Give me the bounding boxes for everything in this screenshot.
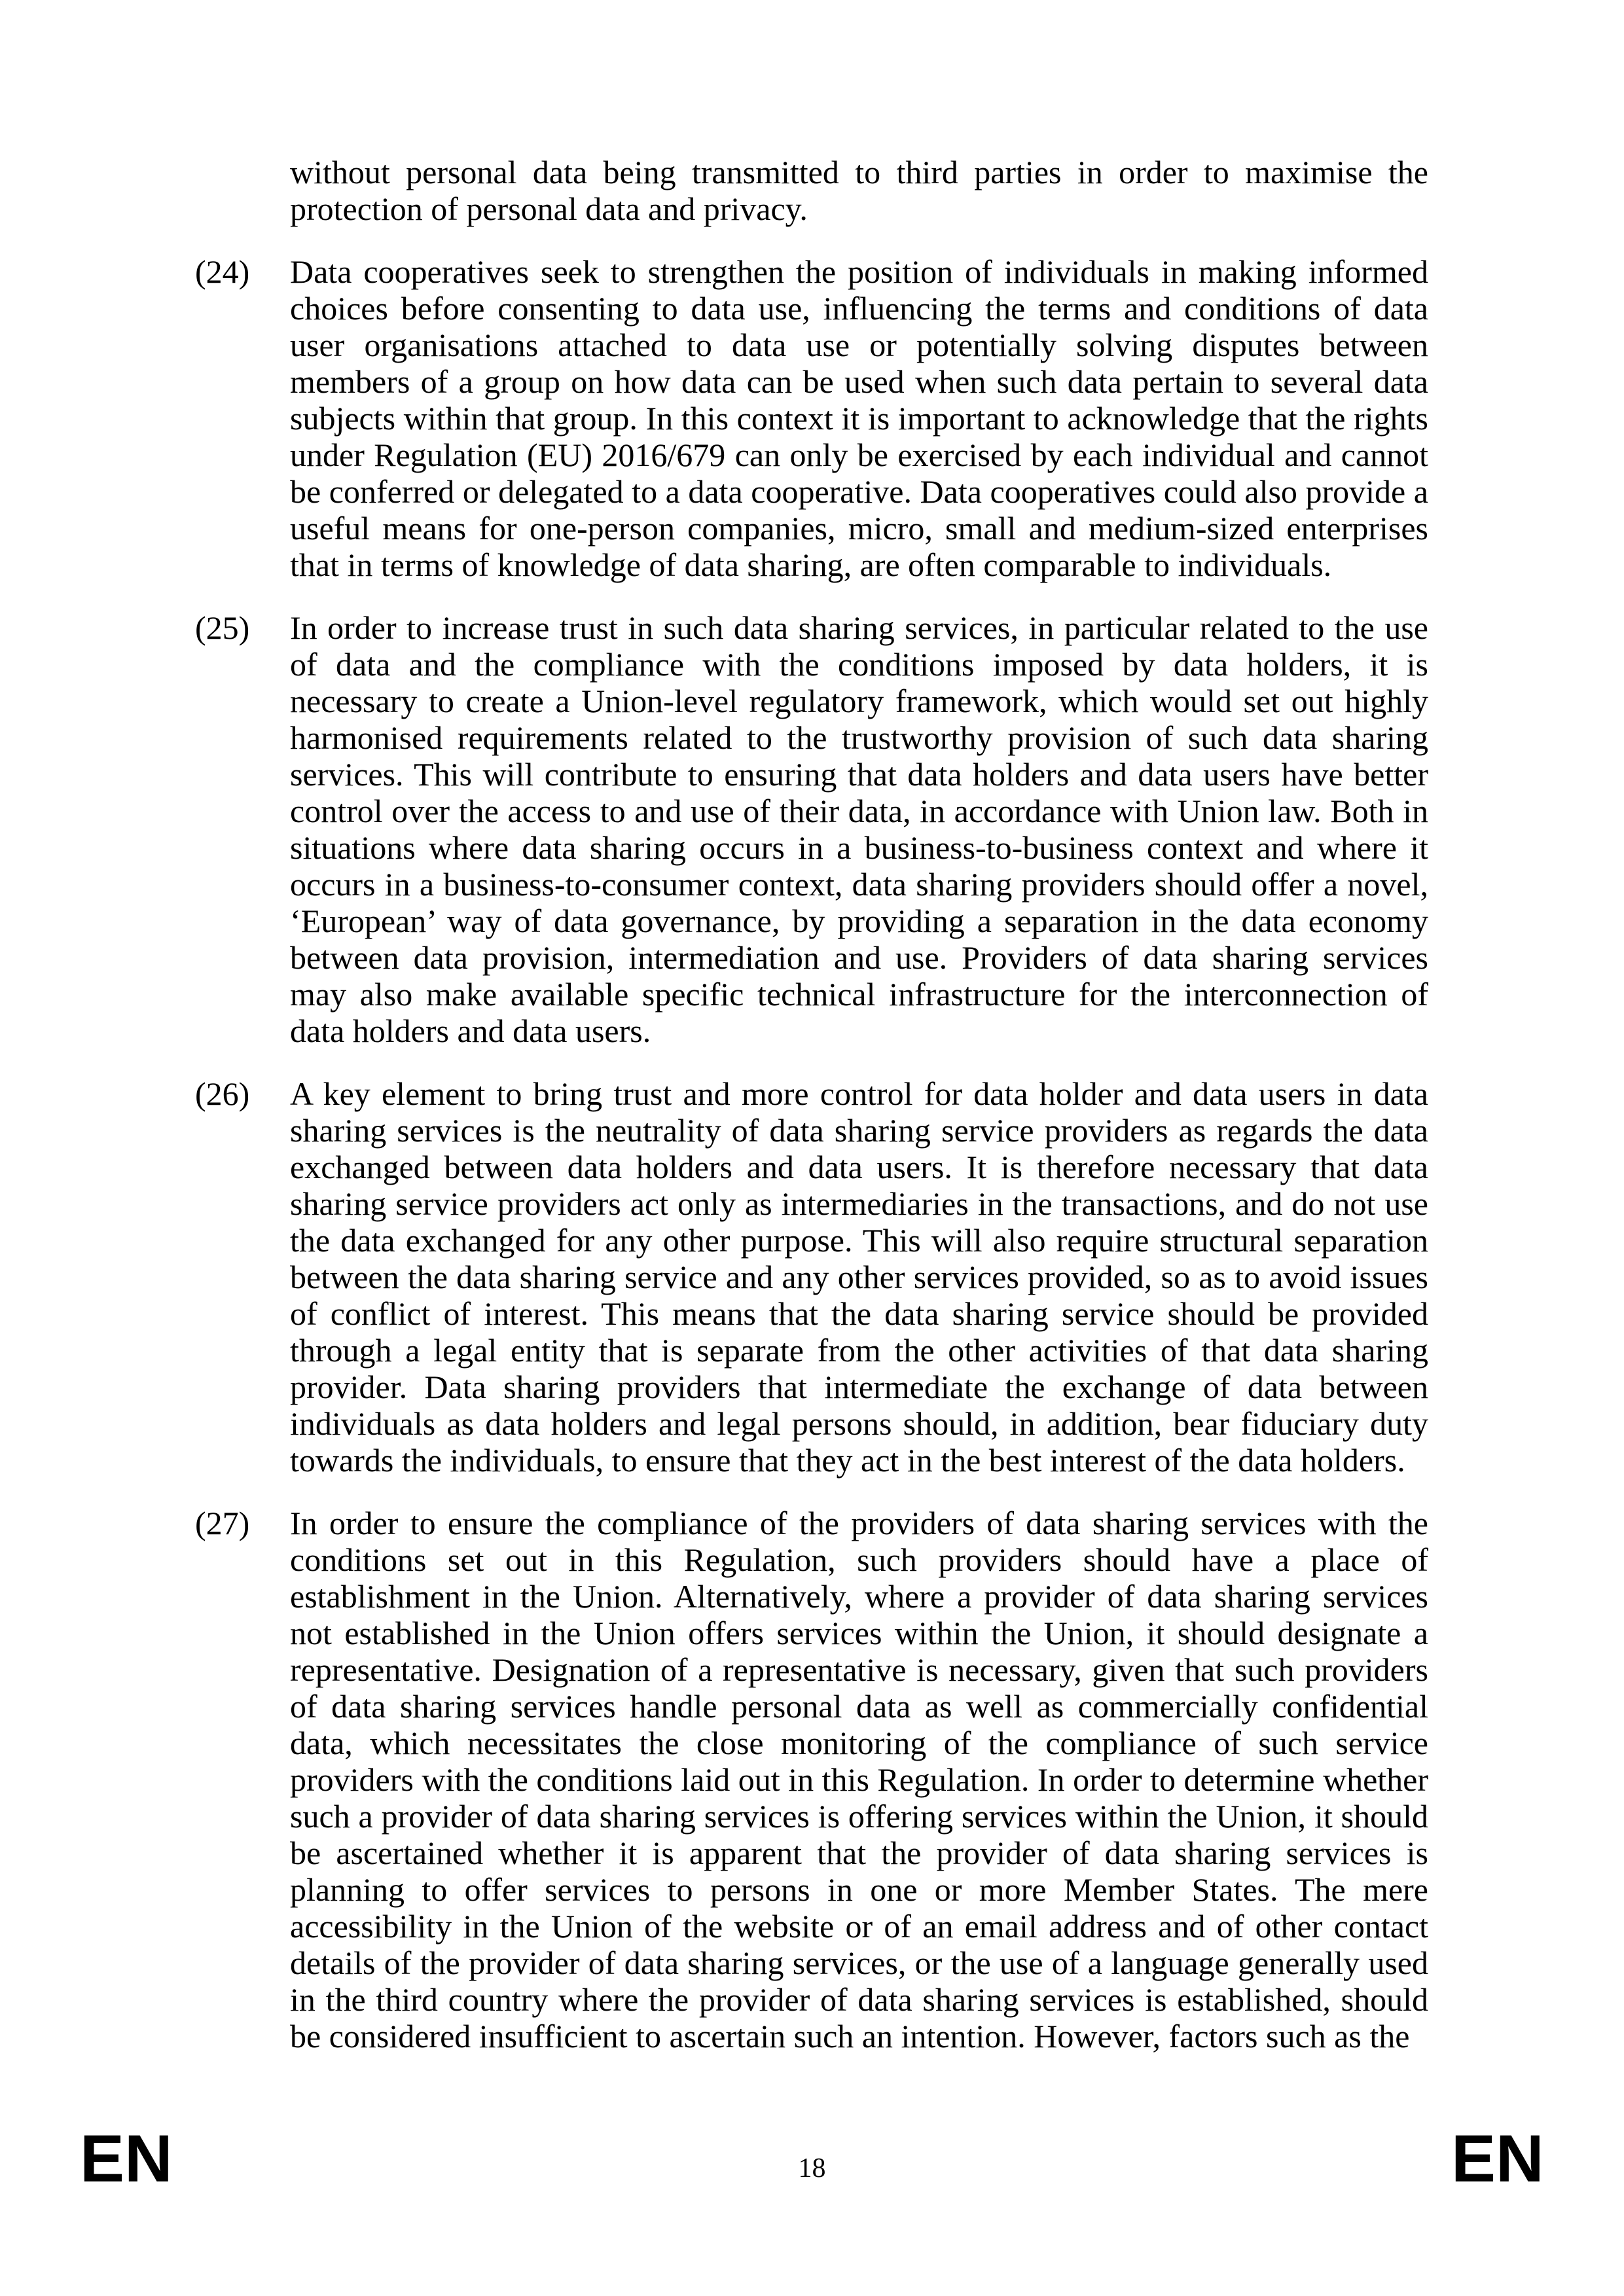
recital-number: (26): [195, 1075, 250, 1112]
recital-text: A key element to bring trust and more control for data holder and data users in data sharing services is the neutrality of data sharing service providers as regards the data exchanged between data holders and data users. It is therefore necessary that data sharing service providers act only as intermediaries in the transactions, and do not use the data exchanged for any other purpose. This will also require structural separation between the data sharing service and any other services provided, so as to avoid issues of conflict of interest. This means that the data sharing service should be provided through a legal entity that is separate from the other activities of that data sharing provider. Data sharing providers that intermediate the exchange of data between individuals as data holders and legal persons should, in addition, bear fiduciary duty towards the individuals, to ensure that they act in the best interest of the data holders.: [290, 1075, 1428, 1479]
recital-item: [195, 609, 1428, 1049]
recital-text: In order to increase trust in such data sharing services, in particular related to the use of data and the compliance with the conditions imposed by data holders, it is necessary to create a Union-level regulatory framework, which would set out highly harmonised requirements related to the trustworthy provision of such data sharing services. This will contribute to ensuring that data holders and data users have better control over the access to and use of their data, in accordance with Union law. Both in situations where data sharing occurs in a business-to-business context and where it occurs in a business-to-consumer context, data sharing providers should offer a novel, ‘European’ way of data governance, by providing a separation in the data economy between data provision, intermediation and use. Providers of data sharing services may also make available specific technical infrastructure for the interconnection of data holders and data users.: [290, 609, 1428, 1049]
lang-marker-left: EN: [80, 2121, 173, 2196]
recital-number: (24): [195, 253, 250, 290]
recital-item: [195, 1505, 1428, 2054]
recital-text: In order to ensure the compliance of the providers of data sharing services with the conditions set out in this Regulation, such providers should have a place of establishment in the Union. Alternatively, where a provider of data sharing services not established in the Union offers services within the Union, it should designate a representative. Designation of a representative is necessary, given that such providers of data sharing services handle personal data as well as commercially confidential data, which necessitates the close monitoring of the compliance of such service providers with the conditions laid out in this Regulation. In order to determine whether such a provider of data sharing services is offering services within the Union, it should be ascertained whether it is apparent that the provider of data sharing services is planning to offer services to persons in one or more Member States. The mere accessibility in the Union of the website or of an email address and of other contact details of the provider of data sharing services, or the use of a language generally used in the third country where the provider of data sharing services is established, should be considered insufficient to ascertain such an intention. However, factors such as the: [290, 1505, 1428, 2054]
page-content: [195, 154, 1428, 2081]
lang-marker-right: EN: [1451, 2121, 1544, 2196]
paragraph-continuation: without personal data being transmitted to third parties in order to maximise the protection of personal data and privacy.: [290, 154, 1428, 227]
recital-text: Data cooperatives seek to strengthen the position of individuals in making informed choices before consenting to data use, influencing the terms and conditions of data user organisations attached to data use or potentially solving disputes between members of a group on how data can be used when such data pertain to several data subjects within that group. In this context it is important to acknowledge that the rights under Regulation (EU) 2016/679 can only be exercised by each individual and cannot be conferred or delegated to a data cooperative. Data cooperatives could also provide a useful means for one-person companies, micro, small and medium-sized enterprises that in terms of knowledge of data sharing, are often comparable to individuals.: [290, 253, 1428, 583]
recital-item: [195, 253, 1428, 583]
recital-number: (25): [195, 609, 250, 646]
page-number: 18: [798, 2153, 826, 2183]
recital-item: [195, 1075, 1428, 1479]
recital-number: (27): [195, 1505, 250, 1541]
